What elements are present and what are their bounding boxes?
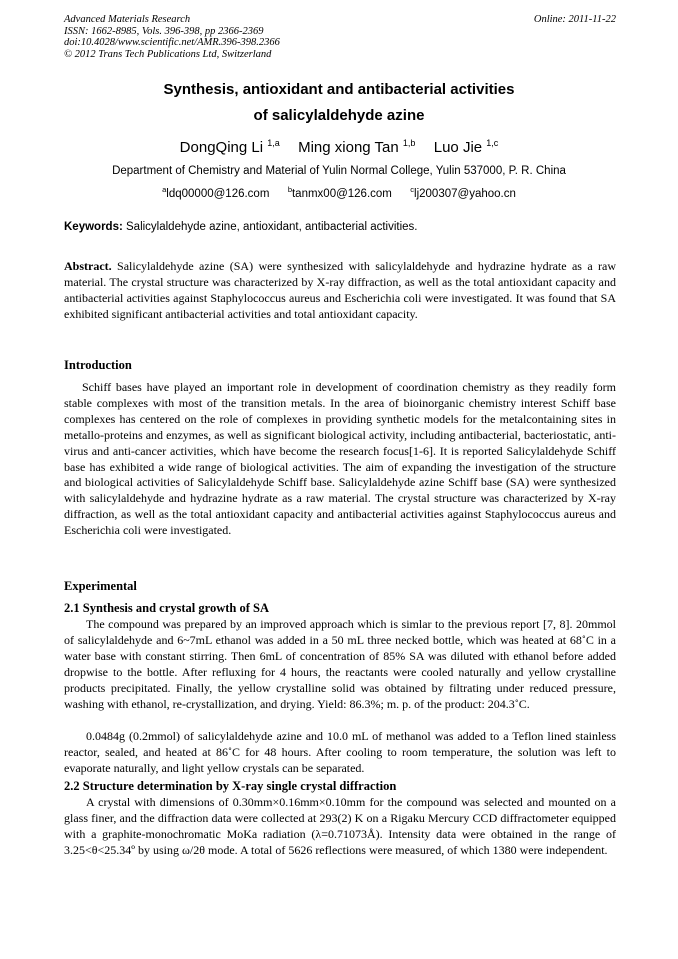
author-list bbox=[0, 138, 678, 156]
author-name: DongQing Li bbox=[179, 139, 264, 156]
keywords-text: Salicylaldehyde azine, antioxidant, antibacterial activities. bbox=[126, 221, 418, 233]
email-address[interactable]: lj200307@yahoo.cn bbox=[414, 188, 516, 200]
section-2-1-paragraph-1: The compound was prepared by an improved approach which is simlar to the previous report [7, 8]. 20mmol of salicylaldehyde and 6~7mL ethanol was added in a 50 mL three necked bottle, which was heated at 68˚C in a water base with constant stirring. Then 6mL of concentration of 85% SA was diluted with ethanol before added dropwise to the bottle. After refluxing for 4 hours, the reactants were cooled naturally and yellow crystalline products precipitated. Finally, the yellow crystalline solid was obtained by filtrating under reduced pressure, washing with ethanol, re-crystallization, and drying. Yield: 86.3%; m. p. of the product: 204.3˚C. bbox=[64, 617, 616, 711]
author-name: Luo Jie bbox=[433, 139, 483, 156]
introduction-paragraph: Schiff bases have played an important role in development of coordination chemistry as they readily form stable complexes with most of the transition metals. In the area of bioinorganic chemistry interest Schiff base complexes has centered on the role of complexes in providing synthetic models for the metalcontaining sites in metallo-proteins and enzymes, as well as significant biological activity, including antibacterial, bacteriostatic, anti-virus and anti-cancer activities, which have become the research focus[1-6]. It is reported Salicylaldehyde Schiff base has exhibited a wide range of biological activities. The aim of expanding the investigation of the structure and biological activities of Salicylaldehyde Schiff base. Salicylaldehyde azine Schiff base (SA) were synthesized with salicylaldehyde and hydrazine hydrate as a raw material. The crystal structure was characterized by X-ray diffraction, as well as the total antioxidant capacity and antibacterial activities against Staphylococcus aureus and Escherichia coli were investigated. bbox=[64, 380, 616, 538]
copyright-line: © 2012 Trans Tech Publications Ltd, Switzerland bbox=[64, 48, 272, 60]
author-name: Ming xiong Tan bbox=[298, 139, 399, 156]
keywords-label: Keywords: bbox=[64, 221, 123, 233]
abstract-label: Abstract. bbox=[64, 259, 112, 273]
section-2-1-paragraph-2: 0.0484g (0.2mmol) of salicylaldehyde azine and 10.0 mL of methanol was added to a Teflon lined stainless reactor, sealed, and heated at 86˚C for 48 hours. After cooling to room temperature, the solution was left to evaporate naturally, and light yellow crystals can be separated. bbox=[64, 729, 616, 775]
experimental-heading: Experimental bbox=[64, 579, 137, 593]
paper-title-line-1: Synthesis, antioxidant and antibacterial activities bbox=[163, 81, 515, 98]
section-2-1-heading: 2.1 Synthesis and crystal growth of SA bbox=[64, 601, 269, 615]
issn-line: ISSN: 1662-8985, Vols. 396-398, pp 2366-2369 bbox=[64, 25, 264, 37]
author-affiliation-mark: 1,a bbox=[267, 138, 280, 148]
author-affiliation-mark: 1,b bbox=[402, 138, 416, 148]
email-mark: a bbox=[162, 185, 167, 194]
online-date: Online: 2011-11-22 bbox=[533, 14, 616, 25]
running-header bbox=[64, 14, 616, 60]
introduction-heading: Introduction bbox=[64, 358, 132, 372]
section-2-2-heading: 2.2 Structure determination by X-ray single crystal diffraction bbox=[64, 779, 397, 793]
author-emails bbox=[0, 185, 678, 200]
abstract-text: Salicylaldehyde azine (SA) were synthesized with salicylaldehyde and hydrazine hydrate as a raw material. The crystal structure was characterized by X-ray diffraction, as well as the total antioxidant capacity and antibacterial activities against Staphylococcus aureus and Escherichia coli were investigated. It was found that SA exhibited significant antibacterial activities and total antioxidant capacity. bbox=[64, 259, 617, 321]
section-2-2-paragraph-1: A crystal with dimensions of 0.30mm×0.16mm×0.10mm for the compound was selected and mounted on a glass finer, and the diffraction data were collected at 293(2) K on a Rigaku Mercury CCD diffractometer equipped with a graphite-monochromatic MoKa radiation (λ=0.71073Å). Intensity data were obtained in the range of 3.25<θ<25.34º by using ω/2θ mode. A total of 5626 reflections were measured, of which 1380 were independent. bbox=[64, 795, 616, 857]
affiliation: Department of Chemistry and Material of Yulin Normal College, Yulin 537000, P. R. China bbox=[112, 165, 566, 177]
keywords-line bbox=[64, 221, 616, 233]
email-mark: b bbox=[287, 185, 292, 194]
author-affiliation-mark: 1,c bbox=[486, 138, 499, 148]
email-address[interactable]: tanmx00@126.com bbox=[291, 188, 392, 200]
email-mark: c bbox=[410, 185, 415, 194]
paper-title-line-2: of salicylaldehyde azine bbox=[253, 107, 425, 124]
email-address[interactable]: ldq00000@126.com bbox=[166, 188, 270, 200]
abstract-paragraph bbox=[64, 259, 616, 323]
journal-name: Advanced Materials Research bbox=[64, 14, 191, 25]
doi-line: doi:10.4028/www.scientific.net/AMR.396-398.2366 bbox=[64, 37, 280, 49]
